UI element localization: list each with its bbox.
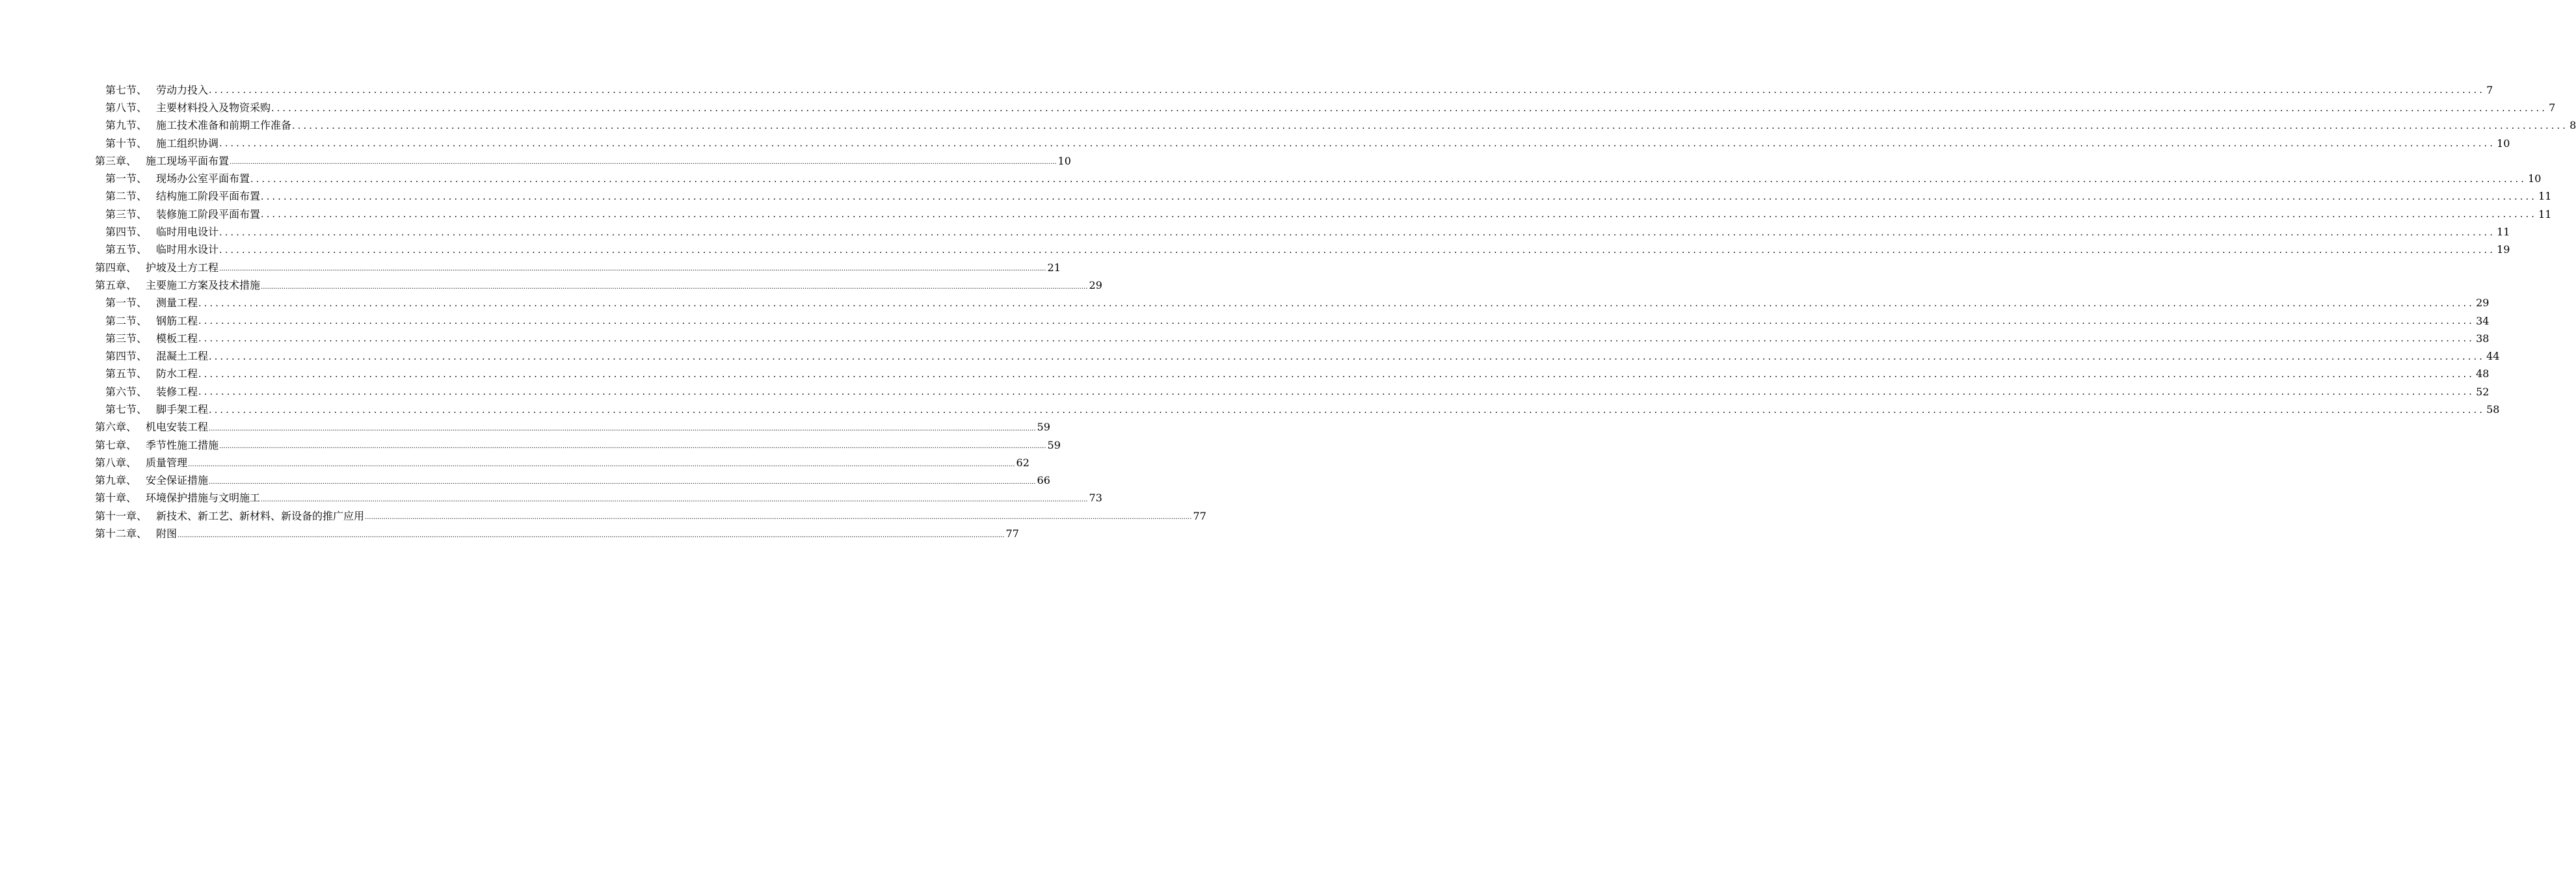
toc-entry-prefix: 第一节、	[105, 172, 148, 185]
toc-section-entry[interactable]	[95, 117, 2576, 135]
toc-entry-label	[95, 511, 365, 522]
toc-entry-prefix: 第一节、	[105, 297, 148, 310]
toc-entry-label	[95, 458, 188, 468]
toc-entry-title: 混凝土工程	[156, 350, 209, 363]
toc-dot-leader: ................................................................................................................................................................................................................................................................................................................................................................................................................	[209, 351, 2486, 362]
toc-entry-title: 装修工程	[156, 385, 198, 398]
toc-page-number: 59	[1037, 421, 1050, 434]
toc-section-entry[interactable]	[95, 135, 2510, 152]
toc-section-entry[interactable]	[95, 241, 2510, 259]
toc-chapter-entry[interactable]	[95, 276, 1102, 294]
toc-entry-label	[95, 280, 261, 291]
toc-entry-title: 防水工程	[156, 367, 198, 380]
toc-section-entry[interactable]	[95, 365, 2490, 383]
toc-entry-prefix: 第八章、	[95, 456, 137, 469]
toc-page-number: 29	[2476, 297, 2490, 310]
toc-dot-leader: ................................................................................................................................................................................................................................................................................................................................................................................................................	[209, 425, 1036, 432]
toc-chapter-entry[interactable]	[95, 490, 1102, 507]
toc-chapter-entry[interactable]	[95, 419, 1050, 436]
toc-section-entry[interactable]	[95, 383, 2490, 401]
toc-entry-title: 装修施工阶段平面布置	[156, 207, 261, 220]
toc-entry-title: 现场办公室平面布置	[156, 172, 250, 185]
toc-page-number: 7	[2549, 101, 2556, 114]
toc-entry-prefix: 第六节、	[105, 385, 148, 398]
toc-page-number: 10	[2497, 137, 2510, 150]
toc-dot-leader: ................................................................................................................................................................................................................................................................................................................................................................................................................	[261, 496, 1088, 504]
toc-entry-label	[105, 351, 209, 362]
toc-dot-leader: ................................................................................................................................................................................................................................................................................................................................................................................................................	[209, 478, 1036, 486]
toc-section-entry[interactable]	[95, 81, 2493, 99]
toc-section-entry[interactable]	[95, 312, 2490, 330]
toc-entry-label	[95, 422, 209, 432]
toc-entry-prefix: 第五章、	[95, 278, 137, 291]
toc-entry-prefix: 第二节、	[105, 314, 148, 327]
toc-entry-prefix: 第十一章、	[95, 509, 148, 522]
toc-entry-title: 施工现场平面布置	[146, 154, 230, 167]
toc-entry-label	[105, 120, 292, 131]
toc-entry-prefix: 第九节、	[105, 119, 148, 132]
toc-page-number: 7	[2486, 83, 2493, 96]
toc-chapter-entry[interactable]	[95, 525, 1019, 542]
toc-dot-leader: ................................................................................................................................................................................................................................................................................................................................................................................................................	[198, 369, 2475, 380]
toc-dot-leader: ................................................................................................................................................................................................................................................................................................................................................................................................................	[271, 103, 2548, 114]
toc-page-number: 44	[2486, 350, 2500, 363]
toc-page-number: 73	[1089, 492, 1102, 505]
toc-page-number: 8	[2569, 119, 2576, 132]
toc-dot-leader: ................................................................................................................................................................................................................................................................................................................................................................................................................	[261, 283, 1088, 291]
toc-section-entry[interactable]	[95, 99, 2556, 116]
toc-entry-label	[95, 440, 219, 451]
toc-entry-label	[95, 493, 261, 503]
toc-page-number: 19	[2497, 243, 2510, 256]
toc-entry-title: 主要施工方案及技术措施	[146, 278, 261, 291]
toc-dot-leader: ................................................................................................................................................................................................................................................................................................................................................................................................................	[209, 404, 2486, 416]
toc-entry-title: 模板工程	[156, 332, 198, 345]
toc-chapter-entry[interactable]	[95, 472, 1050, 490]
toc-entry-label	[105, 191, 261, 202]
toc-dot-leader: ................................................................................................................................................................................................................................................................................................................................................................................................................	[178, 531, 1005, 539]
toc-entry-prefix: 第七节、	[105, 403, 148, 416]
toc-section-entry[interactable]	[95, 330, 2490, 347]
toc-entry-title: 结构施工阶段平面布置	[156, 190, 261, 203]
toc-dot-leader: ................................................................................................................................................................................................................................................................................................................................................................................................................	[219, 265, 1046, 273]
toc-entry-prefix: 第十章、	[95, 492, 137, 505]
toc-dot-leader: ................................................................................................................................................................................................................................................................................................................................................................................................................	[198, 334, 2475, 345]
toc-entry-label	[105, 245, 219, 255]
toc-entry-label	[105, 174, 250, 184]
toc-dot-leader: ................................................................................................................................................................................................................................................................................................................................................................................................................	[198, 387, 2475, 398]
toc-dot-leader: ................................................................................................................................................................................................................................................................................................................................................................................................................	[198, 316, 2475, 327]
toc-entry-label	[105, 103, 271, 113]
toc-entry-title: 护坡及土方工程	[146, 261, 219, 274]
toc-entry-title: 安全保证措施	[146, 474, 209, 487]
toc-page-number: 29	[1089, 278, 1102, 291]
toc-entry-title: 质量管理	[146, 456, 188, 469]
toc-entry-prefix: 第七节、	[105, 83, 148, 96]
toc-page-number: 38	[2476, 332, 2490, 345]
toc-entry-title: 临时用水设计	[156, 243, 219, 256]
toc-dot-leader: ................................................................................................................................................................................................................................................................................................................................................................................................................	[219, 227, 2496, 238]
toc-dot-leader: ................................................................................................................................................................................................................................................................................................................................................................................................................	[219, 245, 2496, 256]
toc-entry-label	[105, 139, 219, 149]
toc-section-entry[interactable]	[95, 223, 2510, 241]
toc-dot-leader: ................................................................................................................................................................................................................................................................................................................................................................................................................	[188, 460, 1015, 468]
toc-entry-label	[95, 263, 219, 273]
toc-dot-leader: ................................................................................................................................................................................................................................................................................................................................................................................................................	[209, 85, 2486, 96]
toc-section-entry[interactable]	[95, 205, 2552, 223]
toc-page-number: 66	[1037, 474, 1050, 487]
toc-entry-title: 施工组织协调	[156, 137, 219, 150]
toc-page-number: 77	[1005, 527, 1019, 540]
toc-section-entry[interactable]	[95, 188, 2552, 205]
toc-dot-leader: ................................................................................................................................................................................................................................................................................................................................................................................................................	[230, 159, 1057, 166]
toc-page-number: 11	[2497, 226, 2510, 239]
toc-dot-leader: ................................................................................................................................................................................................................................................................................................................................................................................................................	[365, 514, 1192, 522]
toc-page-number: 10	[1057, 154, 1071, 167]
toc-chapter-entry[interactable]	[95, 436, 1061, 454]
toc-entry-label	[95, 156, 230, 166]
toc-entry-title: 施工技术准备和前期工作准备	[156, 119, 292, 132]
toc-entry-title: 主要材料投入及物资采购	[156, 101, 271, 114]
toc-entry-title: 劳动力投入	[156, 83, 209, 96]
table-of-contents	[95, 81, 2576, 543]
toc-entry-title: 新技术、新工艺、新材料、新设备的推广应用	[156, 509, 365, 522]
toc-entry-label	[95, 475, 209, 486]
toc-entry-title: 季节性施工措施	[146, 438, 219, 451]
toc-entry-title: 附图	[156, 527, 178, 540]
toc-entry-prefix: 第二节、	[105, 190, 148, 203]
toc-page-number: 77	[1193, 509, 1206, 522]
toc-entry-prefix: 第四节、	[105, 226, 148, 239]
toc-entry-label	[105, 316, 198, 326]
toc-entry-label	[95, 529, 178, 539]
toc-entry-label	[105, 298, 198, 308]
toc-chapter-entry[interactable]	[95, 507, 1206, 525]
toc-page-number: 62	[1016, 456, 1029, 469]
toc-page-number: 11	[2538, 207, 2552, 220]
toc-entry-label	[105, 334, 198, 344]
toc-entry-prefix: 第三章、	[95, 154, 137, 167]
toc-entry-title: 脚手架工程	[156, 403, 209, 416]
toc-entry-prefix: 第七章、	[95, 438, 137, 451]
toc-page-number: 21	[1047, 261, 1061, 274]
toc-page-number: 11	[2538, 190, 2552, 203]
toc-entry-prefix: 第五节、	[105, 367, 148, 380]
toc-dot-leader: ................................................................................................................................................................................................................................................................................................................................................................................................................	[261, 209, 2538, 220]
toc-chapter-entry[interactable]	[95, 454, 1029, 471]
toc-dot-leader: ................................................................................................................................................................................................................................................................................................................................................................................................................	[219, 443, 1046, 451]
toc-entry-label	[105, 85, 209, 96]
toc-page-number: 59	[1047, 438, 1061, 451]
toc-entry-prefix: 第五节、	[105, 243, 148, 256]
toc-section-entry[interactable]	[95, 401, 2500, 418]
toc-entry-prefix: 第四节、	[105, 350, 148, 363]
toc-dot-leader: ................................................................................................................................................................................................................................................................................................................................................................................................................	[198, 298, 2475, 309]
toc-entry-prefix: 第六章、	[95, 421, 137, 434]
toc-page-number: 10	[2528, 172, 2542, 185]
toc-entry-prefix: 第四章、	[95, 261, 137, 274]
toc-entry-title: 测量工程	[156, 297, 198, 310]
toc-entry-title: 机电安装工程	[146, 421, 209, 434]
toc-entry-prefix: 第三节、	[105, 207, 148, 220]
toc-entry-title: 临时用电设计	[156, 226, 219, 239]
toc-chapter-entry[interactable]	[95, 152, 1071, 170]
toc-entry-prefix: 第十节、	[105, 137, 148, 150]
toc-section-entry[interactable]	[95, 295, 2490, 312]
toc-entry-label	[105, 387, 198, 397]
toc-entry-label	[105, 227, 219, 237]
toc-page-number: 58	[2486, 403, 2500, 416]
toc-section-entry[interactable]	[95, 170, 2542, 187]
toc-entry-title: 钢筋工程	[156, 314, 198, 327]
toc-dot-leader: ................................................................................................................................................................................................................................................................................................................................................................................................................	[219, 139, 2496, 150]
toc-page-number: 48	[2476, 367, 2490, 380]
toc-chapter-entry[interactable]	[95, 259, 1061, 276]
toc-page-number: 34	[2476, 314, 2490, 327]
toc-entry-prefix: 第九章、	[95, 474, 137, 487]
toc-dot-leader: ................................................................................................................................................................................................................................................................................................................................................................................................................	[261, 192, 2538, 203]
toc-entry-label	[105, 369, 198, 379]
toc-entry-prefix: 第十二章、	[95, 527, 148, 540]
toc-entry-prefix: 第八节、	[105, 101, 148, 114]
toc-entry-label	[105, 404, 209, 415]
toc-dot-leader: ................................................................................................................................................................................................................................................................................................................................................................................................................	[250, 174, 2527, 185]
toc-entry-title: 环境保护措施与文明施工	[146, 492, 261, 505]
toc-dot-leader: ................................................................................................................................................................................................................................................................................................................................................................................................................	[292, 120, 2569, 131]
toc-section-entry[interactable]	[95, 347, 2500, 365]
toc-entry-label	[105, 209, 261, 220]
toc-entry-prefix: 第三节、	[105, 332, 148, 345]
toc-page-number: 52	[2476, 385, 2490, 398]
